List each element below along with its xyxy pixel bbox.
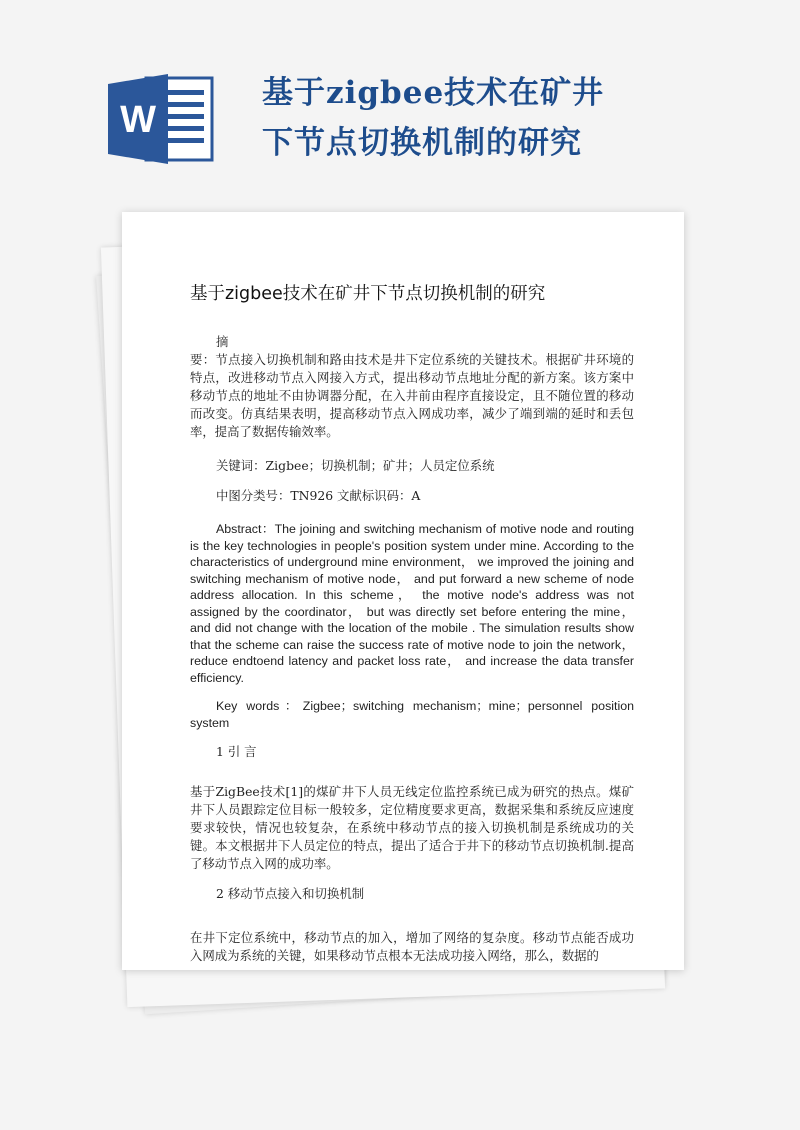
banner-title — [262, 68, 742, 168]
word-doc-icon — [108, 74, 216, 164]
document-title: 基于zigbee技术在矿井下节点切换机制的研究 — [190, 284, 546, 304]
keywords-en: Key words：Zigbee；switching mechanism；mine；personnel position system — [190, 699, 634, 730]
abstract-zh: 要：节点接入切换机制和路由技术是井下定位系统的关键技术。根据矿井环境的特点，改进移动节点入网接入方式，提出移动节点地址分配的新方案。该方案中移动节点的地址不由协调器分配，在入井前由程序直接设定，且不随位置的移动而改变。仿真结果表明，提高移动节点入网成功率，减少了端到端的延时和丢包率，提高了数据传输效率。 — [190, 352, 634, 439]
keywords-zh: 关键词：Zigbee；切换机制；矿井；人员定位系统 — [216, 458, 495, 473]
banner-title-line-2: 下节点切换机制的研究 — [262, 125, 582, 161]
banner-title-line-1: 基于zigbee技术在矿井 — [262, 75, 605, 111]
abstract-label: 摘 — [216, 334, 229, 349]
section-1-heading: 1 引 言 — [216, 744, 257, 759]
abstract-en: Abstract：The joining and switching mechanism of motive node and routing is the key technologies in people's position system under mine. According to the characteristics of underground mine environment， we improved the joining and switching mechanism of motive node， and put forward a new scheme of node address allocation. In this scheme， the motive node's address was not assigned by the coordinator， but was directly set before entering the mine， and did not change with the location of the mobile . The simulation results show that the scheme can raise the success rate of motive node to join the network， reduce endtoend latency and packet loss rate， and increase the data transfer efficiency. — [190, 522, 634, 685]
svg-text:W: W — [120, 99, 156, 141]
classification-number: 中图分类号：TN926 文献标识码：A — [216, 488, 421, 503]
section-1-body: 基于ZigBee技术[1]的煤矿井下人员无线定位监控系统已成为研究的热点。煤矿井下人员跟踪定位目标一般较多，定位精度要求更高，数据采集和系统反应速度要求较快，情况也较复杂，在系统中移动节点的接入切换机制是系统成功的关键。本文根据井下人员定位的特点，提出了适合于井下的移动节点切换机制.提高了移动节点入网的成功率。 — [190, 784, 634, 871]
document-content — [190, 280, 634, 965]
section-2-body: 在井下定位系统中，移动节点的加入，增加了网络的复杂度。移动节点能否成功入网成为系统的关键，如果移动节点根本无法成功接入网络，那么，数据的 — [190, 930, 634, 963]
section-2-heading: 2 移动节点接入和切换机制 — [216, 886, 365, 901]
